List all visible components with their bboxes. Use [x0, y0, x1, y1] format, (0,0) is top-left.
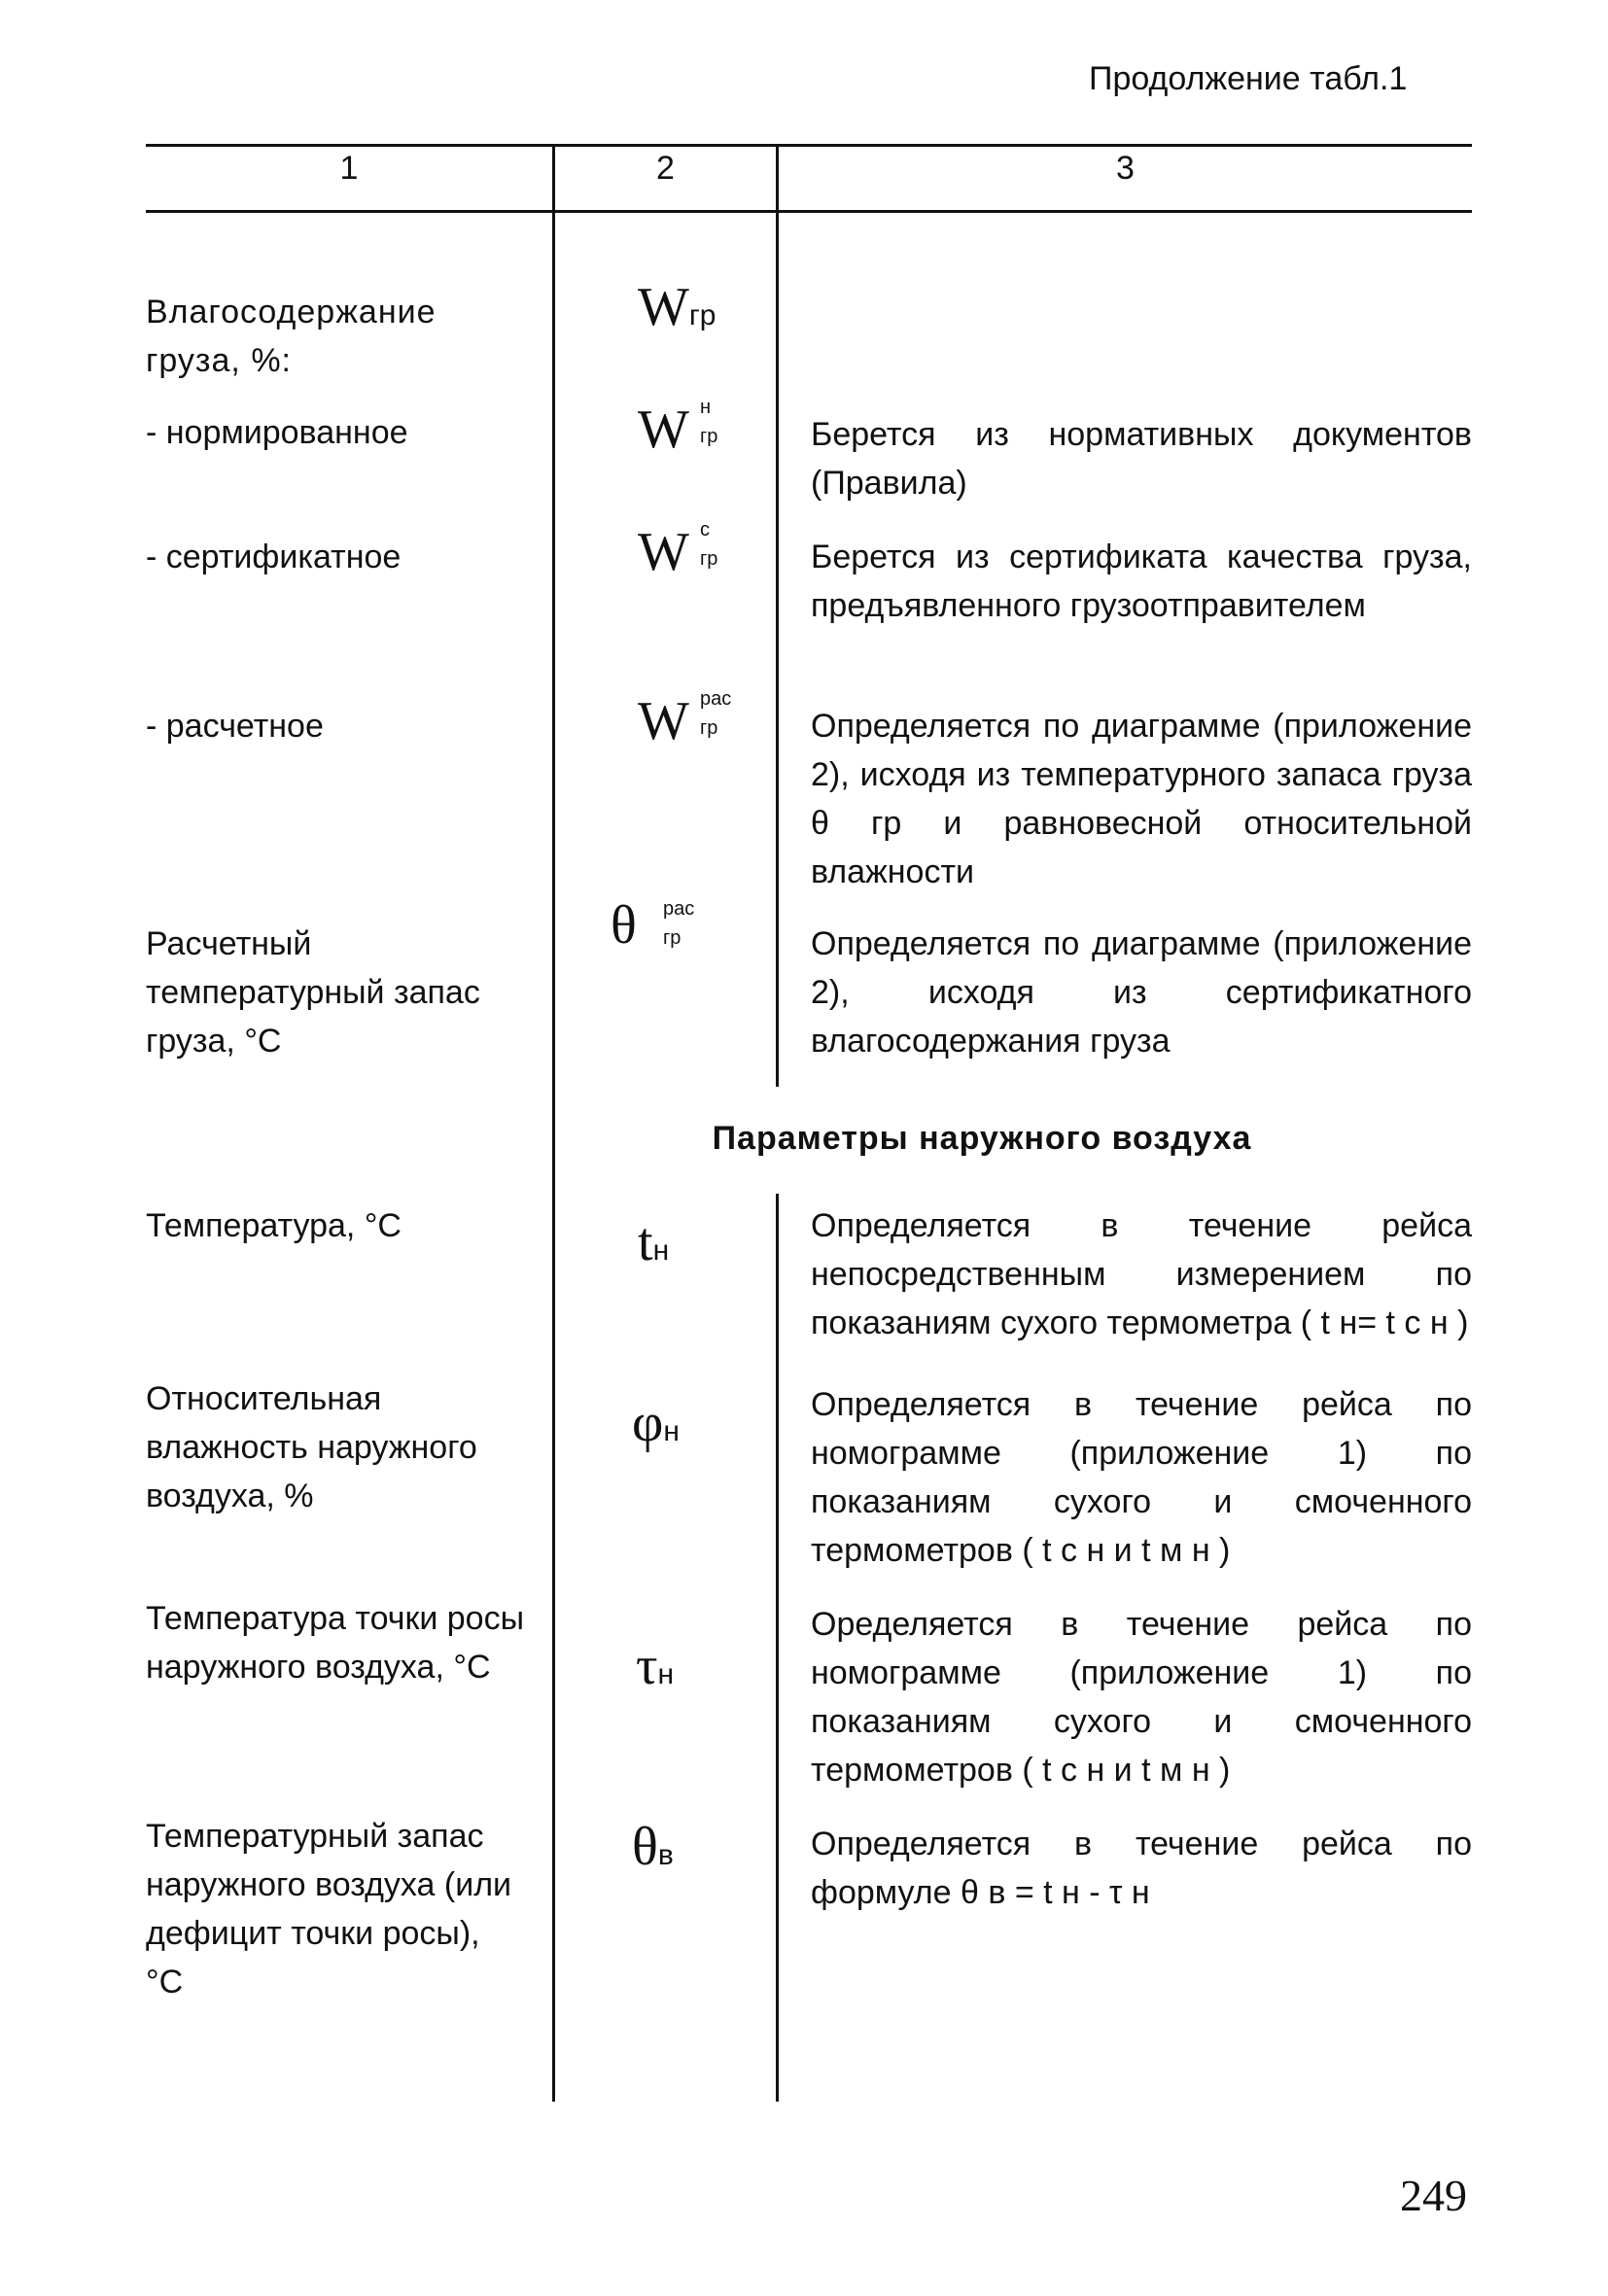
symbol-tau-n: τн	[636, 1636, 675, 1696]
symbol-t-n: tн	[638, 1212, 670, 1272]
column-divider-2-top	[776, 144, 779, 1087]
desc-dew-point: Оределяется в течение рейса по номограмме (приложение 1) по показаниям сухого и смоченного термометров ( t с н и t м н )	[811, 1606, 1472, 1789]
symbol-w-gr: Wгр	[638, 277, 717, 337]
header-col-1: 1	[339, 150, 359, 187]
desc-calculated: Определяется по диаграмме (приложение 2), исходя из температурного запаса груза θ гр и равновесной относительной влажности	[811, 708, 1472, 890]
param-dew-point: Температура точки росы наружного воздуха, °С	[146, 1600, 525, 1686]
param-humidity: Относительная влажность наружного воздуха, %	[146, 1380, 477, 1514]
desc-humidity: Определяется в течение рейса по номограмме (приложение 1) по показаниям сухого и смоченного термометров ( t с н и t м н )	[811, 1386, 1472, 1569]
param-moisture: Влагосодержание груза, %:	[146, 294, 437, 379]
column-divider-2-bottom	[776, 1194, 779, 2102]
section-title: Параметры наружного воздуха	[712, 1120, 1252, 1157]
param-temperature: Температура, °С	[146, 1207, 402, 1244]
symbol-w-certificate: W с гр	[638, 519, 718, 582]
param-air-temp-reserve: Температурный запас наружного воздуха (или дефицит точки росы), °С	[146, 1818, 512, 2000]
param-certificate: - сертификатное	[146, 539, 402, 575]
header-col-2: 2	[656, 150, 675, 187]
column-divider-1	[552, 144, 555, 2102]
table-top-rule	[146, 144, 1472, 147]
symbol-theta-gr: θ рас гр	[611, 895, 695, 956]
param-normalized: - нормированное	[146, 414, 408, 451]
page-number: 249	[1400, 2171, 1467, 2220]
param-calc-temp-reserve: Расчетный температурный запас груза, °С	[146, 925, 480, 1060]
symbol-phi-n: φн	[632, 1393, 680, 1453]
desc-calc-temp-reserve: Определяется по диаграмме (приложение 2), исходя из сертификатного влагосодержания груза	[811, 925, 1472, 1060]
param-calculated: - расчетное	[146, 708, 324, 745]
desc-temperature: Определяется в течение рейса непосредственным измерением по показаниям сухого термометра ( t н= t с н )	[811, 1207, 1472, 1341]
desc-certificate: Берется из сертификата качества груза, предъявленного грузоотправителем	[811, 539, 1472, 624]
header-col-3: 3	[1116, 150, 1135, 187]
desc-normalized: Берется из нормативных документов (Правила)	[811, 416, 1472, 502]
continuation-label: Продолжение табл.1	[1089, 60, 1408, 97]
table-header-rule	[146, 210, 1472, 213]
symbol-w-normalized: W н гр	[638, 397, 718, 460]
symbol-w-calculated: W рас гр	[638, 688, 732, 751]
desc-air-temp-reserve: Определяется в течение рейса по формуле θ в = t н - τ н	[811, 1826, 1472, 1911]
symbol-theta-v: θв	[632, 1817, 674, 1877]
